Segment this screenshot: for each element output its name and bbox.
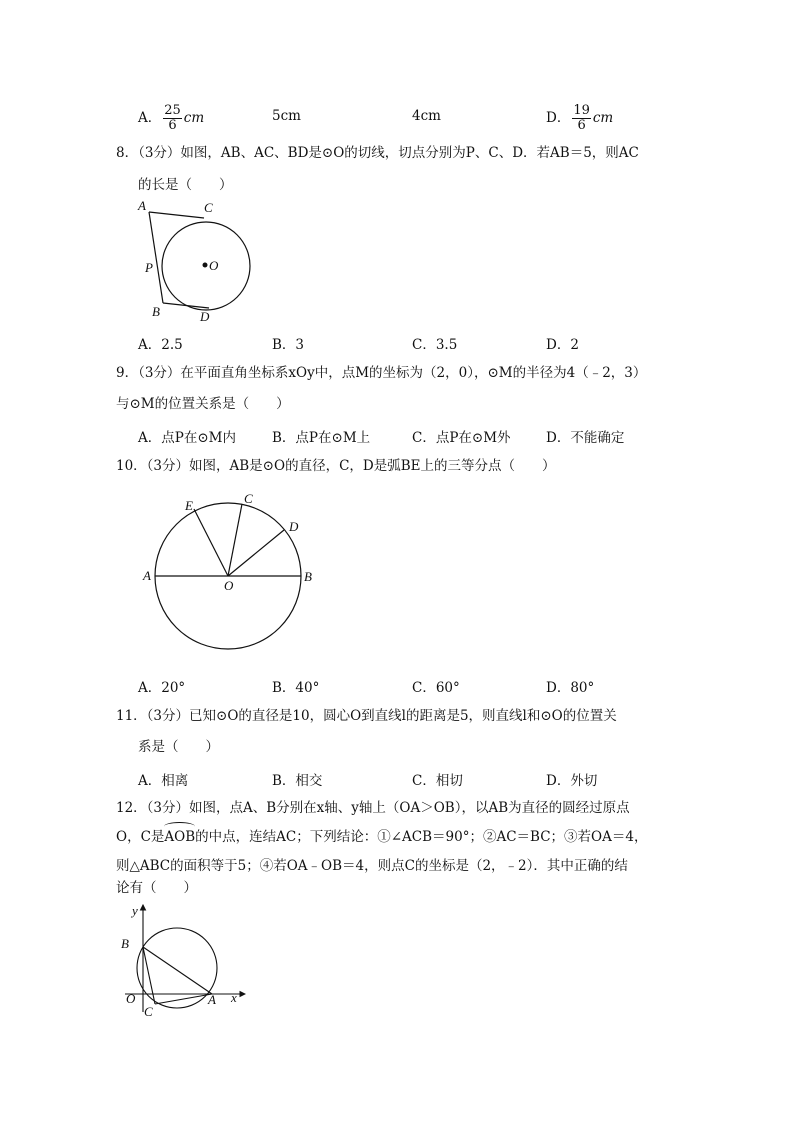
q8-option-a[interactable]: A．2.5 [138, 337, 183, 353]
q8-center-dot [203, 263, 208, 268]
q8-line-bd [163, 303, 209, 308]
q12-label-y: y [132, 903, 138, 918]
q8-tangent-figure [134, 196, 264, 326]
fraction: $\frac{19}{6}$ [573, 103, 590, 133]
q10-radius-oc [228, 504, 242, 576]
q8-label-b: B [152, 304, 160, 319]
q11-options [0, 769, 794, 789]
q10-option-b[interactable]: B．40° [272, 680, 320, 696]
q9-stem-line2: 与⊙M的位置关系是（ ） [116, 396, 290, 412]
q9-options [0, 426, 794, 446]
q11-stem-line2: 系是（ ） [138, 739, 219, 755]
q8-label-d: D [200, 309, 210, 324]
q11-option-a[interactable]: A．相离 [138, 773, 189, 789]
q10-option-c[interactable]: C．60° [412, 680, 460, 696]
q12-label-c: C [144, 1004, 153, 1019]
q10-label-o: O [224, 578, 234, 593]
q7-option-c[interactable]: 4cm [412, 108, 441, 124]
q8-label-o: O [209, 258, 219, 273]
q8-line-ac [149, 212, 204, 218]
q10-circle-figure [138, 484, 328, 674]
q9-option-a[interactable]: A．点P在⊙M内 [138, 430, 236, 446]
q9-option-b[interactable]: B．点P在⊙M上 [272, 430, 371, 446]
q10-radius-oe [194, 509, 228, 576]
q7-option-d[interactable]: D． $\frac{19}{6}$ cm [546, 103, 614, 133]
q10-option-d[interactable]: D．80° [546, 680, 595, 696]
q11-option-d[interactable]: D．外切 [546, 773, 598, 789]
arc-aob: AOB [164, 829, 196, 845]
q11-stem-line1: 11．（3分）已知⊙O的直径是10，圆心O到直线l的距离是5，则直线l和⊙O的位置关 [116, 708, 617, 724]
q8-option-c[interactable]: C．3.5 [412, 337, 458, 353]
q12-circle [137, 928, 217, 1008]
q11-option-b[interactable]: B．相交 [272, 773, 323, 789]
q10-option-a[interactable]: A．20° [138, 680, 186, 696]
q12-label-a: A [208, 992, 216, 1007]
q7-options [0, 103, 794, 133]
q12-stem-line1: 12．（3分）如图，点A、B分别在x轴、y轴上（OA＞OB），以AB为直径的圆经过原点 [116, 800, 630, 816]
q10-label-a: A [143, 568, 151, 583]
q12-line-ca [155, 994, 212, 1004]
q12-label-b: B [121, 936, 129, 951]
q12-line-bc [143, 947, 155, 1004]
q8-options [0, 333, 794, 353]
q10-label-c: C [244, 491, 253, 506]
q8-label-c: C [204, 200, 213, 215]
q10-label-e: E [185, 498, 193, 513]
q10-label-b: B [304, 569, 312, 584]
q9-option-d[interactable]: D．不能确定 [546, 430, 625, 446]
fraction: $\frac{25}{6}$ [164, 103, 181, 133]
q8-label-p: P [145, 260, 153, 275]
q8-line-ab [149, 212, 163, 303]
q12-label-o: O [126, 991, 136, 1006]
q10-options [0, 676, 794, 696]
q8-stem-line1: 8．（3分）如图，AB、AC、BD是⊙O的切线，切点分别为P、C、D．若AB＝5，则AC [116, 145, 639, 161]
q12-stem-line3: 则△ABC的面积等于5；④若OA﹣OB＝4，则点C的坐标是（2，﹣2）．其中正确的结 [116, 858, 628, 874]
q8-option-d[interactable]: D．2 [546, 337, 579, 353]
q8-label-a: A [138, 198, 146, 213]
q8-option-b[interactable]: B．3 [272, 337, 305, 353]
q12-label-x: x [231, 990, 237, 1005]
q10-radius-od [228, 530, 284, 576]
q12-stem-line4: 论有（ ） [116, 880, 197, 896]
q11-option-c[interactable]: C．相切 [412, 773, 463, 789]
q9-stem-line1: 9．（3分）在平面直角坐标系xOy中，点M的坐标为（2，0），⊙M的半径为4（﹣2，3） [116, 365, 647, 381]
q8-stem-line2: 的长是（ ） [138, 177, 233, 193]
q12-line-ab [143, 947, 212, 994]
q12-coordinate-figure [115, 900, 255, 1025]
q9-option-c[interactable]: C．点P在⊙M外 [412, 430, 511, 446]
q10-label-d: D [289, 519, 299, 534]
q7-option-a[interactable]: A． $\frac{25}{6}$ cm [138, 103, 205, 133]
q7-option-b[interactable]: 5cm [272, 108, 301, 124]
q10-stem-line1: 10．（3分）如图，AB是⊙O的直径，C，D是弧BE上的三等分点（ ） [116, 458, 556, 474]
q12-stem-line2: O，C是AOB的中点，连结AC；下列结论：①∠ACB＝90°；②AC＝BC；③若OA＝4， [116, 829, 648, 845]
